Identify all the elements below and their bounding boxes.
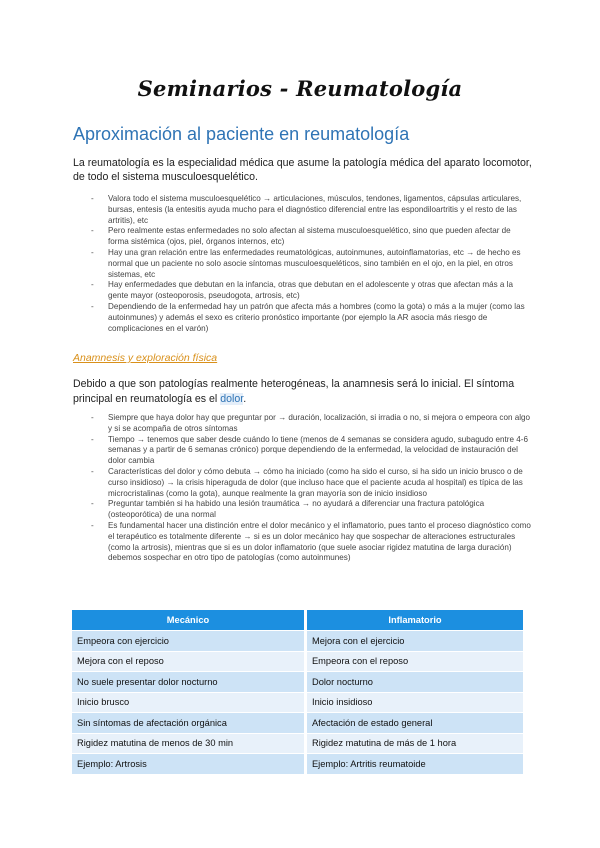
table-header-row xyxy=(72,610,525,631)
table-cell: Sin síntomas de afectación orgánica xyxy=(72,713,305,734)
section-heading-aproximacion: Aproximación al paciente en reumatología xyxy=(73,124,410,144)
list-item: - Pero realmente estas enfermedades no solo afectan al sistema musculoesquelético, sino que pueden afectar de forma sistémica (ojos, piel, órganos internos, etc) xyxy=(91,226,531,248)
list-item: - Dependiendo de la enfermedad hay un patrón que afecta más a hombres (como la gota) o más a la mujer (como las autoinmunes) y además el sexo es criterio pronóstico importante (por ejemplo la AR asocia más riesgo de complicaciones en el varón) xyxy=(91,302,531,334)
list-item: - Preguntar también si ha habido una lesión traumática → no ayudará a diferenciar una fractura patológica (osteoporótica) de una normal xyxy=(91,499,531,521)
column-header-mecanico: Mecánico xyxy=(72,610,305,631)
table-cell: Empeora con el reposo xyxy=(305,651,524,672)
table-cell: Ejemplo: Artritis reumatoide xyxy=(305,754,524,774)
column-header-inflamatorio: Inflamatorio xyxy=(305,610,524,631)
list-item: - Es fundamental hacer una distinción entre el dolor mecánico y el inflamatorio, pues tanto el proceso diagnóstico como el terapéutico es totalmente diferente → si es un dolor mecánico hay que sospechar de alteraciones estructurales (como la artrosis), mientras que si es un dolor inflamatorio (que suele asociar rigidez matutina de larga duración) debemos sospechar en otro tipo de patologías (como autoinmunes) xyxy=(91,521,531,564)
list-item: - Tiempo → tenemos que saber desde cuándo lo tiene (menos de 4 semanas se considera agudo, subagudo entre 4-6 semanas y a partir de 6 semanas crónico) porque dependiendo de la enfermedad, la velocidad de instauración del dolor cambia xyxy=(91,435,531,467)
table-row xyxy=(72,651,525,672)
bullet-list-anamnesis xyxy=(91,413,531,564)
table-cell: Empeora con ejercicio xyxy=(72,631,305,652)
table-row xyxy=(72,754,525,774)
table-cell: No suele presentar dolor nocturno xyxy=(72,672,305,693)
list-item: - Hay una gran relación entre las enfermedades reumatológicas, autoinmunes, autoinflamatorias, etc → de hecho es normal que un paciente no solo asocie síntomas musculoesqueléticos, sino también en el ojo, en la piel, en otros sistemas, etc xyxy=(91,248,531,280)
table-row xyxy=(72,672,525,693)
list-item: - Hay enfermedades que debutan en la infancia, otras que debutan en el adolescente y otras que afectan más a la gente mayor (osteoporosis, pseudogota, artrosis, etc) xyxy=(91,280,531,302)
intro-paragraph: La reumatología es la especialidad médica que asume la patología médica del aparato locomotor, de todo el sistema musculoesquelético. xyxy=(73,157,532,183)
table-cell: Ejemplo: Artrosis xyxy=(72,754,305,774)
table-cell: Dolor nocturno xyxy=(305,672,524,693)
table-cell: Afectación de estado general xyxy=(305,713,524,734)
list-item: - Valora todo el sistema musculoesquelético → articulaciones, músculos, tendones, ligamentos, cápsulas articulares, bursas, entesis (la entesitis ayuda mucho para el diagnóstico diferencial entre las espondiloartritis y el resto de las artritis), etc xyxy=(91,194,531,226)
table-cell: Inicio insidioso xyxy=(305,692,524,713)
anamnesis-text-end: . xyxy=(243,393,247,405)
table-cell: Inicio brusco xyxy=(72,692,305,713)
table-cell: Rigidez matutina de más de 1 hora xyxy=(305,733,524,754)
table-row xyxy=(72,733,525,754)
list-item: - Características del dolor y cómo debuta → cómo ha iniciado (como ha sido el curso, si ha sido un inicio brusco o de curso insidioso) → la crisis hiperaguda de dolor (que incluso hace que el paciente acuda al hospital) es típica de las microcristalinas (como la gota), aunque realmente la gran mayoría son de inicio insidioso xyxy=(91,467,531,499)
document-title: Seminarios - Reumatología xyxy=(137,76,463,101)
anamnesis-paragraph xyxy=(73,377,533,407)
table-row xyxy=(72,692,525,713)
subsection-heading-anamnesis: Anamnesis y exploración física xyxy=(73,352,218,364)
table-cell: Mejora con el ejercicio xyxy=(305,631,524,652)
table-row xyxy=(72,713,525,734)
comparison-table xyxy=(72,610,526,774)
table-cell: Rigidez matutina de menos de 30 min xyxy=(72,733,305,754)
list-item: - Siempre que haya dolor hay que preguntar por → duración, localización, si irradia o no, si mejora o empeora con algo y si se acompaña de otros síntomas xyxy=(91,413,531,435)
table-cell: Mejora con el reposo xyxy=(72,651,305,672)
anamnesis-text: Debido a que son patologías realmente heterogéneas, la anamnesis será lo inicial. El síntoma principal en reumatología es el xyxy=(73,378,515,405)
highlighted-word: dolor xyxy=(220,393,244,405)
bullet-list-aproximacion xyxy=(91,194,531,334)
table-row xyxy=(72,631,525,652)
